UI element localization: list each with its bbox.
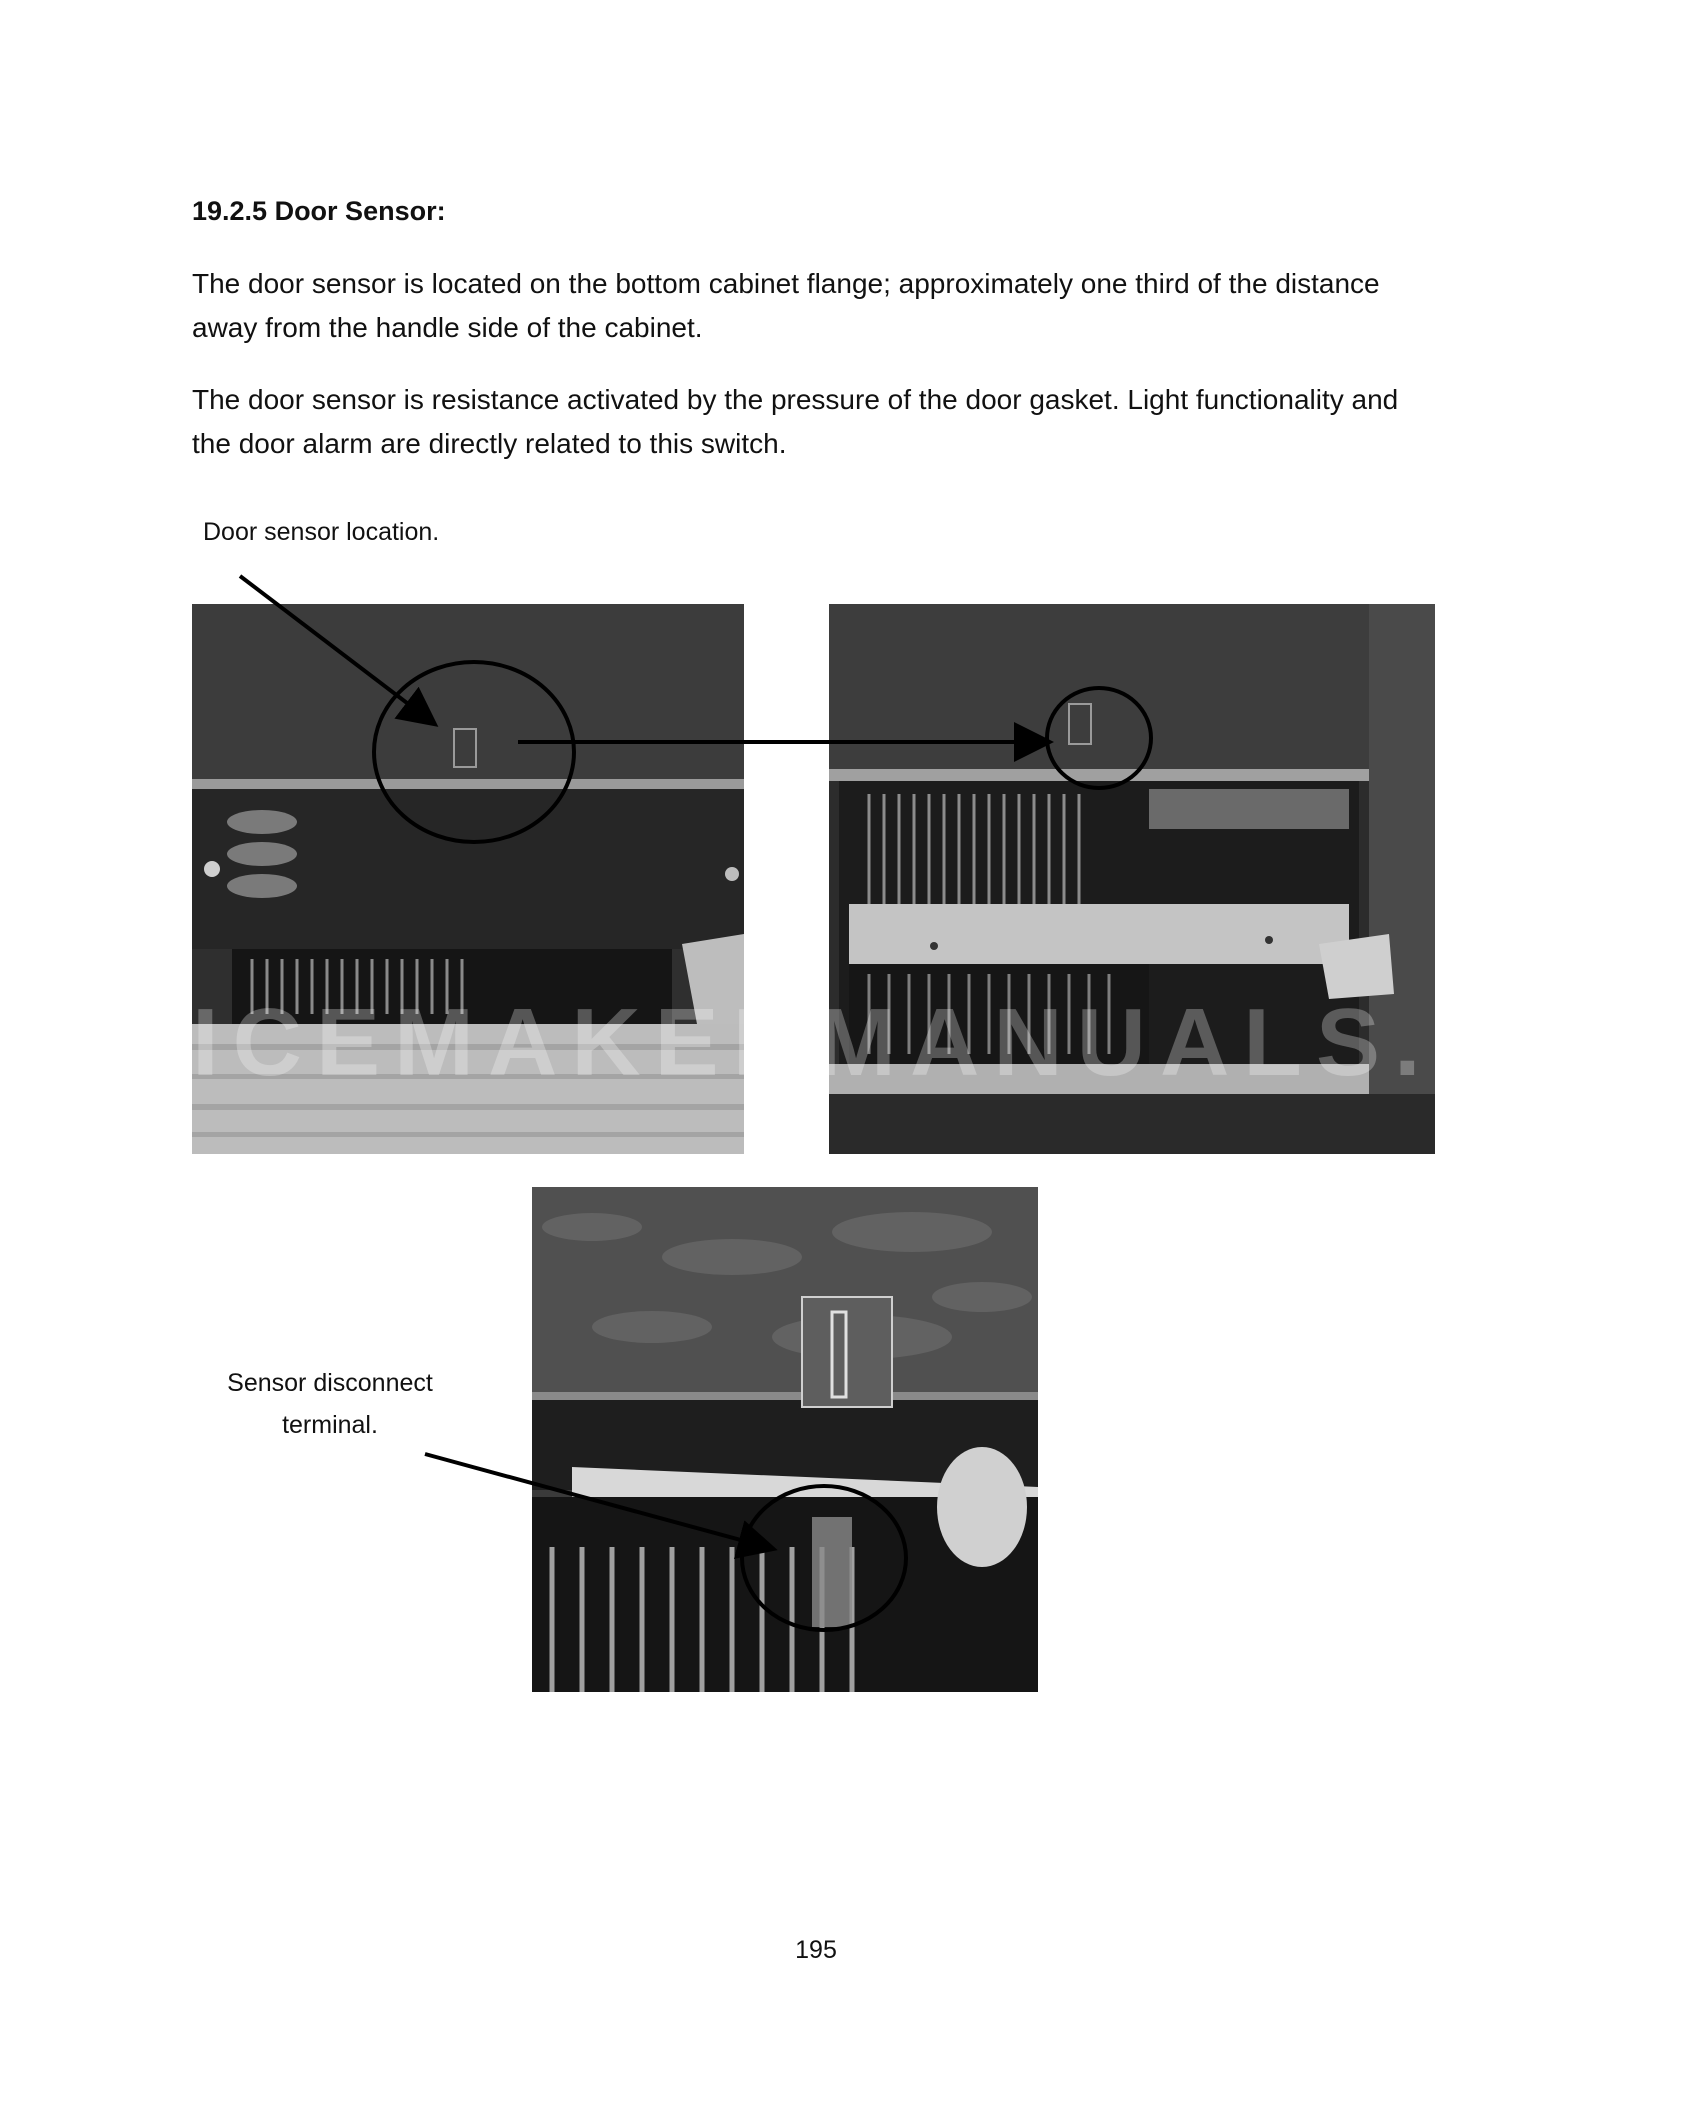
caption-sensor-disconnect-terminal (200, 1362, 460, 1446)
photo-cabinet-bottom-open (829, 604, 1435, 1154)
paragraph-location: The door sensor is located on the bottom cabinet flange; approximately one third of the distance away from the handle side of the cabinet. (192, 268, 1380, 343)
caption-terminal-line2: terminal. (282, 1411, 378, 1439)
page-number: 195 (795, 1936, 837, 1964)
photo-sensor-terminal-closeup (532, 1187, 1038, 1692)
caption-door-sensor-location: Door sensor location. (203, 518, 440, 546)
watermark: ICEMAKERMANUALS.COM (192, 989, 1701, 1096)
caption-terminal-line1: Sensor disconnect (227, 1369, 433, 1397)
photo-cabinet-bottom-front (192, 604, 744, 1154)
section-heading: 19.2.5 Door Sensor: (192, 196, 446, 226)
paragraph-function: The door sensor is resistance activated by the pressure of the door gasket. Light functionality and the door alarm are directly related to this switch. (192, 384, 1399, 459)
